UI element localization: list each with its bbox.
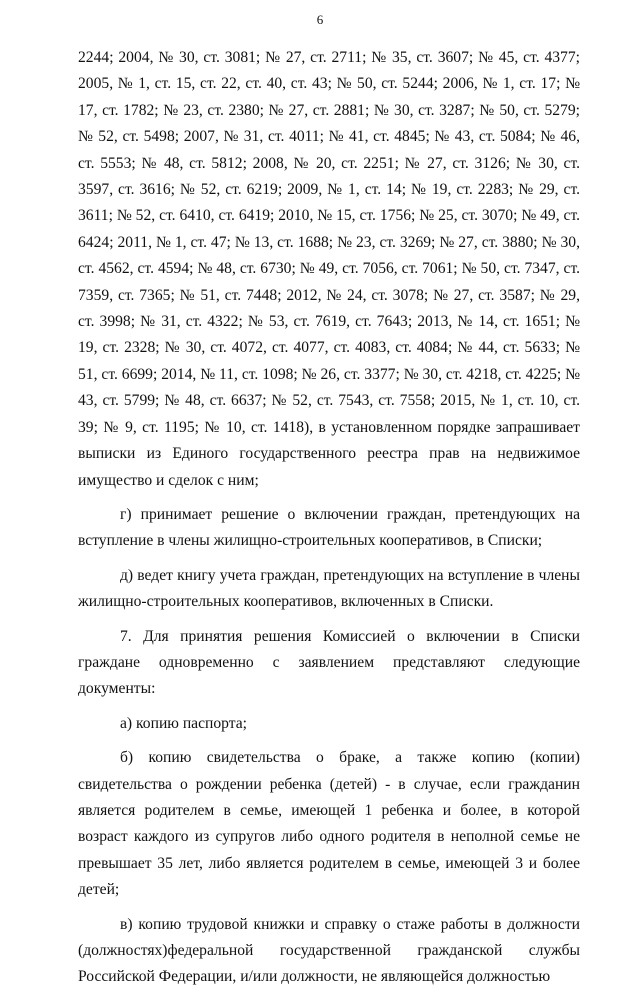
page-number: 6: [316, 12, 324, 27]
paragraph-item-d: д) ведет книгу учета граждан, претендующих на вступление в члены жилищно-строительных кооперативов, включенных в Списки.: [78, 566, 580, 611]
document-body: [78, 45, 580, 999]
paragraph-item-g: г) принимает решение о включении граждан, претендующих на вступление в члены жилищно-строительных кооперативов, в Списки;: [78, 505, 580, 550]
paragraph-legislation-references: 2244; 2004, № 30, ст. 3081; № 27, ст. 2711; № 35, ст. 3607; № 45, ст. 4377; 2005, № 1, ст. 15, ст. 22, ст. 40, ст. 43; № 50, ст. 5244; 2006, № 1, ст. 17; № 17, ст. 1782; № 23, ст. 2380; № 27, ст. 2881; № 30, ст. 3287; № 50, ст. 5279; № 52, ст. 5498; 2007, № 31, ст. 4011; № 41, ст. 4845; № 43, ст. 5084; № 46, ст. 5553; № 48, ст. 5812; 2008, № 20, ст. 2251; № 27, ст. 3126; № 30, ст. 3597, ст. 3616; № 52, ст. 6219; 2009, № 1, ст. 14; № 19, ст. 2283; № 29, ст. 3611; № 52, ст. 6410, ст. 6419; 2010, № 15, ст. 1756; № 25, ст. 3070; № 49, ст. 6424; 2011, № 1, ст. 47; № 13, ст. 1688; № 23, ст. 3269; № 27, ст. 3880; № 30, ст. 4562, ст. 4594; № 48, ст. 6730; № 49, ст. 7056, ст. 7061; № 50, ст. 7347, ст. 7359, ст. 7365; № 51, ст. 7448; 2012, № 24, ст. 3078; № 27, ст. 3587; № 29, ст. 3998; № 31, ст. 4322; № 53, ст. 7619, ст. 7643; 2013, № 14, ст. 1651; № 19, ст. 2328; № 30, ст. 4072, ст. 4077, ст. 4083, ст. 4084; № 44, ст. 5633; № 51, ст. 6699; 2014, № 11, ст. 1098; № 26, ст. 3377; № 30, ст. 4218, ст. 4225; № 43, ст. 5799; № 48, ст. 6637; № 52, ст. 7543, ст. 7558; 2015, № 1, ст. 10, ст. 39; № 9, ст. 1195; № 10, ст. 1418), в установленном порядке запрашивает выписки из Единого государственного реестра прав на недвижимое имущество и сделок с ним;: [78, 49, 580, 489]
paragraph-section-7: 7. Для принятия решения Комиссией о включении в Списки граждане одновременно с заявлением представляют следующие документы:: [78, 627, 580, 698]
paragraph-item-b: б) копию свидетельства о браке, а также копию (копии) свидетельства о рождении ребенка (детей) - в случае, если гражданин является родителем в семье, имеющей 1 ребенка и более, в которой возраст каждого из супругов либо одного родителя в неполной семье не превышает 35 лет, либо является родителем в семье, имеющей 3 и более детей;: [78, 749, 580, 899]
paragraph-item-a: а) копию паспорта;: [120, 714, 248, 732]
paragraph-item-v: в) копию трудовой книжки и справку о стаже работы в должности (должностях)федеральной государственной гражданской службы Российской Федерации, и/или должности, не являющейся должностью: [78, 915, 580, 986]
